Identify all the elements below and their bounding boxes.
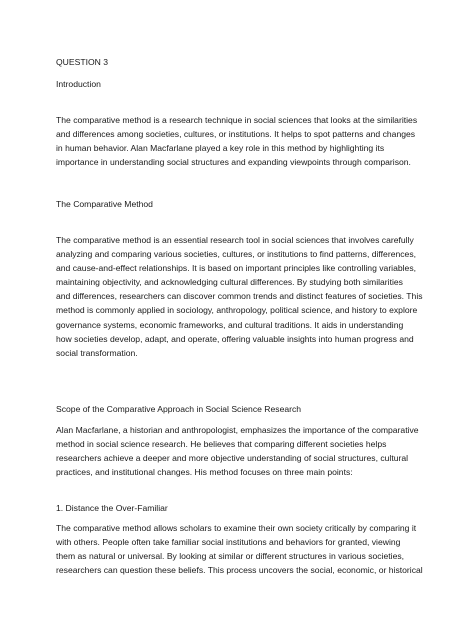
introduction-paragraph: The comparative method is a research technique in social sciences that looks at the similarities and differences among societies, cultures, or institutions. It helps to spot patterns and changes in human behavior. Alan Macfarlane played a key role in this method by highlighting its importance in understanding social structures and expanding viewpoints through comparison. [56,115,418,168]
question-label: QUESTION 3 [56,57,109,67]
point-1-paragraph: The comparative method allows scholars to examine their own society critically by comparing it with others. People often take familiar social institutions and behaviors for granted, viewing them as natural or universal. By looking at similar or different structures in various societies, researchers can question these beliefs. This process uncovers the social, economic, or historical [56,523,423,576]
scope-paragraph: Alan Macfarlane, a historian and anthropologist, emphasizes the importance of the comparative method in social science research. He believes that comparing different societies helps researchers achieve a deeper and more objective understanding of social structures, cultural practices, and institutional changes. His method focuses on three main points: [56,425,419,478]
point-1-heading: 1. Distance the Over-Familiar [56,503,168,513]
comparative-method-paragraph: The comparative method is an essential research tool in social sciences that involves carefully analyzing and comparing various societies, cultures, or institutions to find patterns, differences, and cause-and-effect relationships. It is based on important principles like controlling variables, maintaining objectivity, and acknowledging cultural differences. By studying both similarities and differences, researchers can discover common trends and distinct features of societies. This method is commonly applied in sociology, anthropology, political science, and history to explore governance systems, economic frameworks, and cultural traditions. It aids in understanding how societies develop, adapt, and operate, offering valuable insights into human progress and social transformation. [56,235,423,358]
scope-heading: Scope of the Comparative Approach in Social Science Research [56,404,302,414]
introduction-heading: Introduction [56,79,101,89]
comparative-method-heading: The Comparative Method [56,199,153,209]
